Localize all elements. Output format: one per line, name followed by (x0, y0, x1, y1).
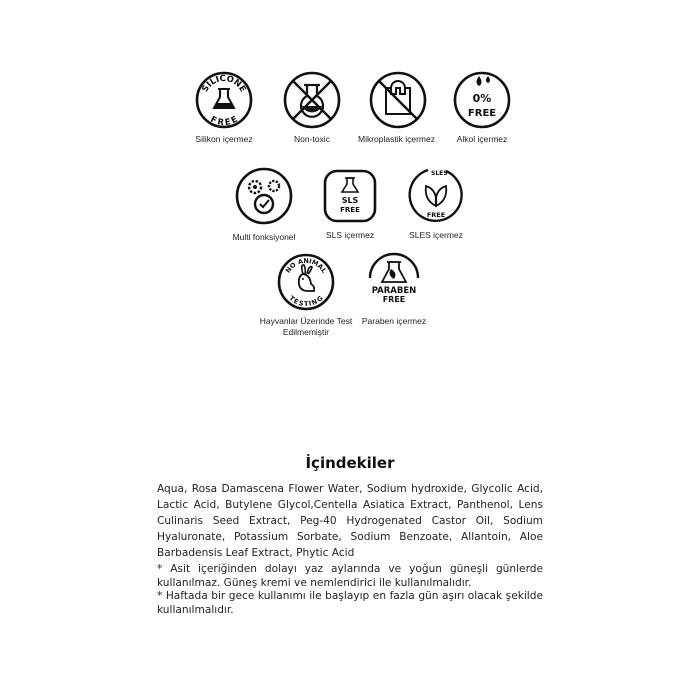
svg-text:PARABEN: PARABEN (371, 286, 417, 296)
usage-note: * Asit içeriğinden dolayı yaz aylarında ve yoğun güneşli günlerde kullanılmaz. Güneş kremi ve nemlendirici ile kullanılmalıdır. (157, 563, 543, 589)
svg-text:FREE: FREE (208, 114, 240, 129)
badge-label: Mikroplastik içermez (358, 134, 435, 144)
badge-label: Hayvanlar Üzerinde Test Edilmemiştir (259, 316, 353, 337)
sls-free-icon (320, 166, 380, 226)
non-toxic-icon (282, 70, 342, 130)
usage-note: * Haftada bir gece kullanımı ile başlayıp en fazla gün aşırı olacak şekilde kullanılmalıdır. (157, 590, 543, 616)
badge-label: Silikon içermez (195, 134, 253, 144)
silicone-free-icon (194, 70, 254, 130)
svg-text:SLES: SLES (431, 170, 448, 177)
svg-text:FREE: FREE (426, 211, 446, 219)
paraben-free-icon (364, 252, 424, 312)
multi-function-gears-icon (234, 166, 294, 226)
svg-text:FREE: FREE (382, 295, 406, 304)
svg-text:TESTING: TESTING (287, 294, 325, 309)
badge-label: SLS içermez (325, 230, 375, 240)
badge-sles-free (376, 166, 496, 241)
badge-label: Alkol içermez (456, 134, 508, 144)
badge-paraben-free (334, 252, 454, 327)
ingredients-title: İçindekiler (305, 454, 395, 472)
alcohol-free-icon (452, 70, 512, 130)
badge-label: Multi fonksiyonel (232, 232, 296, 242)
ingredients-text: Aqua, Rosa Damascena Flower Water, Sodium hydroxide, Glycolic Acid, Lactic Acid, Butylene Glycol,Centella Asiatica Extract, Panthenol, Lens Culinaris Seed Extract, Peg-40 Hydrogenated Castor Oil, Sodium Hyaluronate, Potassium Sorbate, Sodium Benzoate, Allantoin, Aloe Barbadensis Leaf Extract, Phytic Acid (157, 483, 543, 559)
badge-label: Paraben içermez (361, 316, 427, 326)
svg-text:FREE: FREE (340, 206, 360, 214)
usage-notes (157, 563, 543, 617)
svg-text:FREE: FREE (467, 108, 497, 119)
microplastic-free-icon (368, 70, 428, 130)
svg-text:0%: 0% (472, 92, 492, 105)
svg-text:SLS: SLS (341, 196, 359, 205)
badge-alcohol-free (422, 70, 542, 145)
badge-label: Non-toxic (294, 134, 330, 144)
svg-text:NO ANIMAL: NO ANIMAL (283, 256, 329, 275)
svg-text:SILICONE: SILICONE (200, 73, 248, 95)
badge-label: SLES içermez (409, 230, 463, 240)
no-animal-testing-icon (276, 252, 336, 312)
sles-free-icon (406, 166, 466, 226)
